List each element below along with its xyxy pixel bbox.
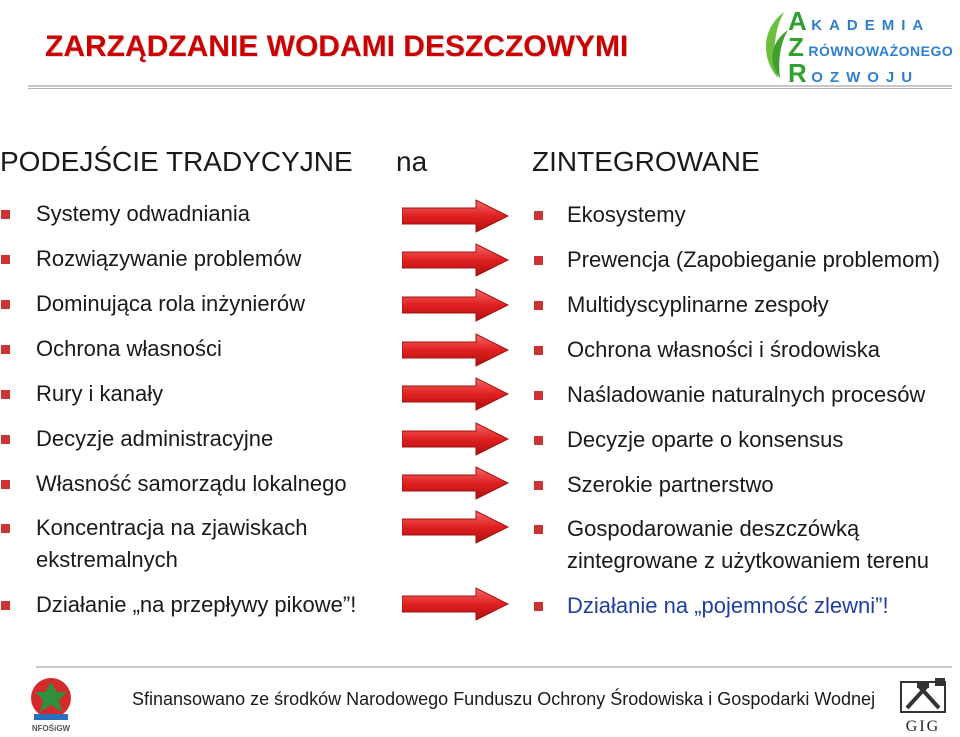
bullet-marker — [534, 481, 543, 490]
bullet-marker — [534, 256, 543, 265]
right-item-4: Ochrona własności i środowiska — [567, 337, 881, 362]
bullet-marker — [1, 345, 10, 354]
nfosigw-label: NFOŚiGW — [31, 724, 71, 733]
arrow-right-icon — [402, 333, 510, 367]
nfosigw-logo — [26, 676, 76, 736]
arrow-right-icon — [402, 288, 510, 322]
bullet-marker — [1, 601, 10, 610]
left-item-7: Własność samorządu lokalnego — [36, 471, 347, 496]
bullet-marker — [534, 602, 543, 611]
logo-letter-z: Z — [788, 32, 804, 62]
right-item-8-line2: zintegrowane z użytkowaniem terenu — [567, 548, 929, 573]
left-item-9: Działanie „na przepływy pikowe”! — [36, 592, 357, 617]
arrow-right-icon — [402, 466, 510, 500]
left-item-2: Rozwiązywanie problemów — [36, 246, 302, 271]
slide-title: ZARZĄDZANIE WODAMI DESZCZOWYMI — [45, 30, 629, 63]
bullet-marker — [534, 211, 543, 220]
logo-word-akademia: KADEMIA — [811, 17, 931, 34]
right-item-6: Decyzje oparte o konsensus — [567, 427, 844, 452]
right-item-7: Szerokie partnerstwo — [567, 472, 774, 497]
hammer-pick-icon — [895, 676, 951, 718]
logo-word-rozwoju: OZWOJU — [811, 69, 920, 86]
left-item-1: Systemy odwadniania — [36, 201, 251, 226]
connector-word: na — [396, 146, 428, 177]
bullet-marker — [534, 436, 543, 445]
right-item-2: Prewencja (Zapobieganie problemom) — [567, 247, 940, 272]
gig-logo — [895, 676, 951, 736]
footer-funding-note: Sfinansowano ze środków Narodowego Funduszu Ochrony Środowiska i Gospodarki Wodnej — [132, 689, 876, 709]
footer-divider — [36, 666, 952, 668]
nfosigw-emblem-icon — [26, 676, 76, 724]
right-item-5: Naśladowanie naturalnych procesów — [567, 382, 926, 407]
leaf-icon — [758, 8, 790, 82]
arrow-right-icon — [402, 199, 510, 233]
logo-letter-r: R — [788, 58, 807, 88]
right-item-9: Działanie na „pojemność zlewni”! — [567, 593, 889, 618]
bullet-marker — [1, 300, 10, 309]
bullet-marker — [1, 524, 10, 533]
left-item-8-line1: Koncentracja na zjawiskach — [36, 515, 308, 540]
logo-letter-a: A — [788, 6, 807, 36]
left-item-3: Dominująca rola inżynierów — [36, 291, 306, 316]
arrow-right-icon — [402, 422, 510, 456]
arrow-right-icon — [402, 377, 510, 411]
left-column-heading: PODEJŚCIE TRADYCYJNE — [0, 146, 353, 177]
arrow-right-icon — [402, 587, 510, 621]
gig-label: GIG — [905, 718, 941, 735]
left-item-8-line2: ekstremalnych — [36, 547, 178, 572]
bullet-marker — [534, 525, 543, 534]
bullet-marker — [1, 210, 10, 219]
bullet-marker — [534, 346, 543, 355]
bullet-marker — [1, 480, 10, 489]
bullet-marker — [1, 390, 10, 399]
akademia-logo — [758, 4, 958, 88]
bullet-marker — [534, 391, 543, 400]
bullet-marker — [1, 435, 10, 444]
right-column-heading: ZINTEGROWANE — [532, 146, 760, 177]
logo-word-zrownowazonego: RÓWNOWAŻONEGO — [808, 43, 954, 59]
arrow-right-icon — [402, 510, 510, 544]
left-item-5: Rury i kanały — [36, 381, 164, 406]
right-item-3: Multidyscyplinarne zespoły — [567, 292, 829, 317]
left-item-4: Ochrona własności — [36, 336, 222, 361]
bullet-marker — [534, 301, 543, 310]
left-item-6: Decyzje administracyjne — [36, 426, 274, 451]
right-item-1: Ekosystemy — [567, 202, 686, 227]
right-item-8-line1: Gospodarowanie deszczówką — [567, 516, 860, 541]
bullet-marker — [1, 255, 10, 264]
arrow-right-icon — [402, 243, 510, 277]
